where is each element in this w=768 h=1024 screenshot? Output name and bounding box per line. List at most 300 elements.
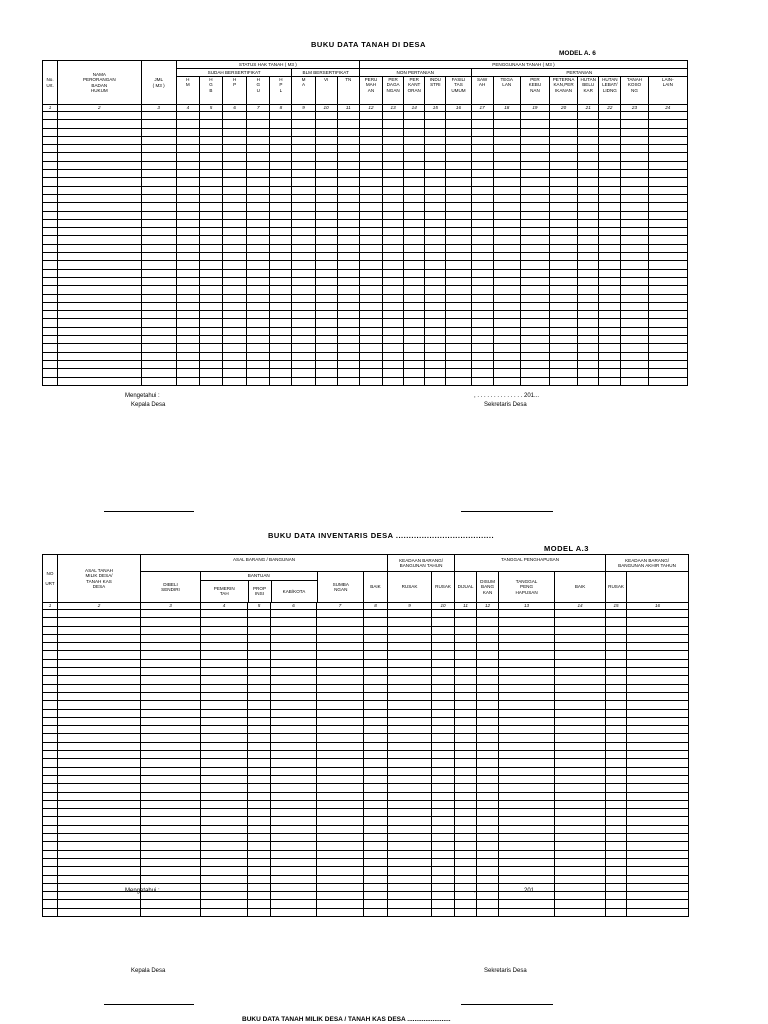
table-cell[interactable] — [43, 908, 58, 916]
table-cell[interactable] — [550, 228, 578, 236]
table-cell[interactable] — [337, 336, 359, 344]
table-cell[interactable] — [606, 775, 627, 783]
table-cell[interactable] — [388, 784, 432, 792]
table-cell[interactable] — [606, 610, 627, 618]
table-cell[interactable] — [606, 858, 627, 866]
table-cell[interactable] — [271, 775, 317, 783]
table-cell[interactable] — [292, 261, 315, 269]
table-cell[interactable] — [555, 858, 606, 866]
table-cell[interactable] — [141, 277, 176, 285]
table-cell[interactable] — [555, 875, 606, 883]
table-cell[interactable] — [317, 684, 364, 692]
table-cell[interactable] — [555, 784, 606, 792]
table-cell[interactable] — [627, 709, 689, 717]
table-cell[interactable] — [317, 668, 364, 676]
table-cell[interactable] — [578, 145, 599, 153]
table-cell[interactable] — [599, 236, 621, 244]
table-cell[interactable] — [58, 668, 141, 676]
table-cell[interactable] — [43, 659, 58, 667]
table-cell[interactable] — [43, 900, 58, 908]
table-cell[interactable] — [388, 767, 432, 775]
table-cell[interactable] — [359, 377, 382, 385]
table-cell[interactable] — [58, 302, 142, 310]
table-cell[interactable] — [404, 112, 425, 120]
table-cell[interactable] — [201, 659, 248, 667]
table-cell[interactable] — [364, 734, 388, 742]
table-cell[interactable] — [555, 717, 606, 725]
table-cell[interactable] — [550, 178, 578, 186]
table-cell[interactable] — [270, 194, 292, 202]
table-cell[interactable] — [364, 834, 388, 842]
table-cell[interactable] — [247, 228, 270, 236]
table-cell[interactable] — [201, 676, 248, 684]
table-cell[interactable] — [425, 145, 446, 153]
table-cell[interactable] — [404, 236, 425, 244]
table-cell[interactable] — [359, 153, 382, 161]
table-cell[interactable] — [364, 800, 388, 808]
table-cell[interactable] — [248, 651, 271, 659]
table-cell[interactable] — [599, 327, 621, 335]
table-cell[interactable] — [455, 784, 477, 792]
table-cell[interactable] — [550, 277, 578, 285]
table-cell[interactable] — [199, 360, 222, 368]
table-cell[interactable] — [599, 136, 621, 144]
table-cell[interactable] — [58, 626, 141, 634]
table-cell[interactable] — [499, 668, 555, 676]
table-cell[interactable] — [621, 120, 648, 128]
table-cell[interactable] — [432, 709, 455, 717]
table-cell[interactable] — [599, 112, 621, 120]
table-cell[interactable] — [550, 286, 578, 294]
table-cell[interactable] — [455, 643, 477, 651]
table-cell[interactable] — [247, 253, 270, 261]
table-cell[interactable] — [364, 634, 388, 642]
table-cell[interactable] — [455, 850, 477, 858]
table-cell[interactable] — [270, 261, 292, 269]
table-cell[interactable] — [248, 709, 271, 717]
table-cell[interactable] — [43, 742, 58, 750]
table-cell[interactable] — [455, 651, 477, 659]
table-cell[interactable] — [270, 319, 292, 327]
table-cell[interactable] — [388, 709, 432, 717]
table-cell[interactable] — [606, 751, 627, 759]
table-cell[interactable] — [248, 759, 271, 767]
table-cell[interactable] — [404, 203, 425, 211]
table-cell[interactable] — [364, 817, 388, 825]
table-cell[interactable] — [223, 336, 247, 344]
table-cell[interactable] — [292, 203, 315, 211]
table-cell[interactable] — [446, 128, 471, 136]
table-cell[interactable] — [359, 302, 382, 310]
table-cell[interactable] — [648, 286, 687, 294]
table-cell[interactable] — [58, 336, 142, 344]
table-cell[interactable] — [520, 153, 549, 161]
table-cell[interactable] — [493, 136, 520, 144]
table-cell[interactable] — [555, 800, 606, 808]
table-cell[interactable] — [388, 900, 432, 908]
table-cell[interactable] — [141, 302, 176, 310]
table-cell[interactable] — [499, 875, 555, 883]
table-cell[interactable] — [141, 834, 201, 842]
table-cell[interactable] — [550, 269, 578, 277]
table-cell[interactable] — [364, 900, 388, 908]
table-cell[interactable] — [627, 908, 689, 916]
table-cell[interactable] — [58, 692, 141, 700]
table-cell[interactable] — [578, 136, 599, 144]
table-cell[interactable] — [446, 286, 471, 294]
table-cell[interactable] — [199, 369, 222, 377]
table-cell[interactable] — [58, 228, 142, 236]
table-cell[interactable] — [201, 867, 248, 875]
table-cell[interactable] — [499, 800, 555, 808]
table-cell[interactable] — [337, 170, 359, 178]
table-cell[interactable] — [359, 228, 382, 236]
table-cell[interactable] — [455, 900, 477, 908]
table-cell[interactable] — [247, 194, 270, 202]
table-cell[interactable] — [315, 253, 337, 261]
table-cell[interactable] — [43, 294, 58, 302]
table-cell[interactable] — [337, 228, 359, 236]
table-cell[interactable] — [43, 817, 58, 825]
table-cell[interactable] — [383, 294, 404, 302]
table-cell[interactable] — [388, 759, 432, 767]
table-cell[interactable] — [223, 145, 247, 153]
table-cell[interactable] — [578, 194, 599, 202]
table-cell[interactable] — [271, 900, 317, 908]
table-cell[interactable] — [364, 775, 388, 783]
table-cell[interactable] — [315, 203, 337, 211]
table-cell[interactable] — [477, 867, 499, 875]
table-cell[interactable] — [455, 634, 477, 642]
table-cell[interactable] — [446, 161, 471, 169]
table-cell[interactable] — [359, 136, 382, 144]
table-cell[interactable] — [359, 236, 382, 244]
table-cell[interactable] — [621, 128, 648, 136]
table-cell[interactable] — [199, 136, 222, 144]
table-cell[interactable] — [477, 709, 499, 717]
table-cell[interactable] — [58, 203, 142, 211]
table-cell[interactable] — [247, 277, 270, 285]
table-cell[interactable] — [471, 178, 493, 186]
table-cell[interactable] — [141, 352, 176, 360]
table-cell[interactable] — [317, 867, 364, 875]
table-cell[interactable] — [315, 236, 337, 244]
table-cell[interactable] — [621, 369, 648, 377]
table-cell[interactable] — [383, 327, 404, 335]
table-cell[interactable] — [58, 767, 141, 775]
table-cell[interactable] — [43, 261, 58, 269]
table-cell[interactable] — [404, 145, 425, 153]
table-cell[interactable] — [199, 377, 222, 385]
table-cell[interactable] — [578, 153, 599, 161]
table-cell[interactable] — [43, 319, 58, 327]
table-cell[interactable] — [555, 842, 606, 850]
table-cell[interactable] — [337, 236, 359, 244]
table-cell[interactable] — [43, 112, 58, 120]
table-cell[interactable] — [499, 792, 555, 800]
table-cell[interactable] — [176, 211, 199, 219]
table-cell[interactable] — [446, 360, 471, 368]
table-cell[interactable] — [199, 319, 222, 327]
table-cell[interactable] — [248, 742, 271, 750]
table-cell[interactable] — [43, 792, 58, 800]
table-cell[interactable] — [199, 253, 222, 261]
table-cell[interactable] — [404, 194, 425, 202]
table-cell[interactable] — [315, 369, 337, 377]
table-cell[interactable] — [555, 767, 606, 775]
table-cell[interactable] — [201, 842, 248, 850]
table-cell[interactable] — [58, 269, 142, 277]
table-cell[interactable] — [383, 219, 404, 227]
table-cell[interactable] — [493, 319, 520, 327]
table-cell[interactable] — [43, 751, 58, 759]
table-cell[interactable] — [58, 634, 141, 642]
table-cell[interactable] — [141, 136, 176, 144]
table-cell[interactable] — [578, 203, 599, 211]
table-cell[interactable] — [270, 369, 292, 377]
table-cell[interactable] — [43, 178, 58, 186]
table-cell[interactable] — [58, 244, 142, 252]
table-cell[interactable] — [248, 684, 271, 692]
table-cell[interactable] — [337, 194, 359, 202]
table-cell[interactable] — [270, 336, 292, 344]
table-cell[interactable] — [599, 228, 621, 236]
table-cell[interactable] — [606, 692, 627, 700]
table-cell[interactable] — [248, 626, 271, 634]
table-cell[interactable] — [425, 228, 446, 236]
table-cell[interactable] — [455, 717, 477, 725]
table-cell[interactable] — [199, 145, 222, 153]
table-cell[interactable] — [455, 726, 477, 734]
table-cell[interactable] — [606, 618, 627, 626]
table-cell[interactable] — [270, 244, 292, 252]
table-cell[interactable] — [383, 311, 404, 319]
table-cell[interactable] — [606, 717, 627, 725]
table-cell[interactable] — [499, 692, 555, 700]
table-cell[interactable] — [621, 203, 648, 211]
table-cell[interactable] — [58, 360, 142, 368]
table-cell[interactable] — [648, 327, 687, 335]
table-cell[interactable] — [176, 319, 199, 327]
table-cell[interactable] — [364, 668, 388, 676]
table-cell[interactable] — [176, 344, 199, 352]
table-cell[interactable] — [388, 850, 432, 858]
table-cell[interactable] — [315, 352, 337, 360]
table-cell[interactable] — [337, 352, 359, 360]
table-cell[interactable] — [550, 253, 578, 261]
table-cell[interactable] — [58, 236, 142, 244]
table-cell[interactable] — [359, 286, 382, 294]
table-cell[interactable] — [317, 759, 364, 767]
table-cell[interactable] — [388, 842, 432, 850]
table-cell[interactable] — [199, 128, 222, 136]
table-cell[interactable] — [493, 186, 520, 194]
table-cell[interactable] — [43, 327, 58, 335]
table-cell[interactable] — [404, 377, 425, 385]
table-cell[interactable] — [404, 186, 425, 194]
table-cell[interactable] — [383, 360, 404, 368]
table-cell[interactable] — [292, 336, 315, 344]
table-cell[interactable] — [606, 809, 627, 817]
table-cell[interactable] — [43, 692, 58, 700]
table-cell[interactable] — [58, 219, 142, 227]
table-cell[interactable] — [58, 726, 141, 734]
table-cell[interactable] — [455, 775, 477, 783]
table-cell[interactable] — [578, 319, 599, 327]
table-cell[interactable] — [555, 742, 606, 750]
table-cell[interactable] — [141, 643, 201, 651]
table-cell[interactable] — [58, 858, 141, 866]
table-cell[interactable] — [43, 377, 58, 385]
table-cell[interactable] — [223, 203, 247, 211]
table-cell[interactable] — [599, 377, 621, 385]
table-cell[interactable] — [550, 170, 578, 178]
table-cell[interactable] — [317, 634, 364, 642]
table-cell[interactable] — [337, 360, 359, 368]
table-cell[interactable] — [621, 186, 648, 194]
table-cell[interactable] — [383, 203, 404, 211]
table-cell[interactable] — [270, 112, 292, 120]
table-cell[interactable] — [271, 883, 317, 891]
table-cell[interactable] — [364, 742, 388, 750]
table-cell[interactable] — [337, 319, 359, 327]
table-cell[interactable] — [648, 253, 687, 261]
table-cell[interactable] — [404, 336, 425, 344]
table-cell[interactable] — [621, 269, 648, 277]
table-cell[interactable] — [578, 294, 599, 302]
table-cell[interactable] — [199, 277, 222, 285]
table-cell[interactable] — [477, 651, 499, 659]
table-cell[interactable] — [493, 269, 520, 277]
table-cell[interactable] — [621, 352, 648, 360]
table-cell[interactable] — [247, 161, 270, 169]
table-cell[interactable] — [248, 692, 271, 700]
table-cell[interactable] — [477, 809, 499, 817]
table-cell[interactable] — [627, 809, 689, 817]
table-cell[interactable] — [388, 684, 432, 692]
table-cell[interactable] — [199, 302, 222, 310]
table-cell[interactable] — [223, 178, 247, 186]
table-cell[interactable] — [555, 867, 606, 875]
table-cell[interactable] — [388, 834, 432, 842]
table-cell[interactable] — [493, 120, 520, 128]
table-cell[interactable] — [176, 228, 199, 236]
table-cell[interactable] — [201, 792, 248, 800]
table-cell[interactable] — [315, 128, 337, 136]
table-cell[interactable] — [606, 842, 627, 850]
table-cell[interactable] — [271, 726, 317, 734]
table-cell[interactable] — [555, 850, 606, 858]
table-cell[interactable] — [477, 875, 499, 883]
table-cell[interactable] — [141, 734, 201, 742]
table-cell[interactable] — [43, 643, 58, 651]
table-cell[interactable] — [58, 128, 142, 136]
table-cell[interactable] — [247, 136, 270, 144]
table-cell[interactable] — [43, 651, 58, 659]
table-cell[interactable] — [292, 153, 315, 161]
table-cell[interactable] — [201, 684, 248, 692]
table-cell[interactable] — [176, 360, 199, 368]
table-cell[interactable] — [364, 842, 388, 850]
table-cell[interactable] — [199, 286, 222, 294]
table-cell[interactable] — [648, 302, 687, 310]
table-cell[interactable] — [359, 161, 382, 169]
table-cell[interactable] — [471, 112, 493, 120]
table-cell[interactable] — [248, 900, 271, 908]
table-cell[interactable] — [337, 136, 359, 144]
table-cell[interactable] — [606, 701, 627, 709]
table-cell[interactable] — [141, 684, 201, 692]
table-cell[interactable] — [201, 817, 248, 825]
table-cell[interactable] — [271, 676, 317, 684]
table-cell[interactable] — [477, 742, 499, 750]
table-cell[interactable] — [648, 120, 687, 128]
table-cell[interactable] — [317, 908, 364, 916]
table-cell[interactable] — [317, 817, 364, 825]
table-cell[interactable] — [471, 319, 493, 327]
table-cell[interactable] — [223, 194, 247, 202]
table-cell[interactable] — [58, 153, 142, 161]
table-cell[interactable] — [493, 112, 520, 120]
table-cell[interactable] — [493, 302, 520, 310]
table-cell[interactable] — [223, 153, 247, 161]
table-cell[interactable] — [425, 253, 446, 261]
table-cell[interactable] — [432, 742, 455, 750]
table-cell[interactable] — [317, 892, 364, 900]
table-cell[interactable] — [43, 186, 58, 194]
table-cell[interactable] — [43, 344, 58, 352]
table-cell[interactable] — [383, 261, 404, 269]
table-cell[interactable] — [383, 344, 404, 352]
table-cell[interactable] — [499, 809, 555, 817]
table-cell[interactable] — [292, 112, 315, 120]
table-cell[interactable] — [599, 344, 621, 352]
table-cell[interactable] — [364, 867, 388, 875]
table-cell[interactable] — [364, 676, 388, 684]
table-cell[interactable] — [446, 228, 471, 236]
table-cell[interactable] — [432, 701, 455, 709]
table-cell[interactable] — [58, 211, 142, 219]
table-cell[interactable] — [578, 327, 599, 335]
table-cell[interactable] — [425, 261, 446, 269]
table-cell[interactable] — [493, 170, 520, 178]
table-cell[interactable] — [493, 161, 520, 169]
table-cell[interactable] — [176, 244, 199, 252]
table-cell[interactable] — [550, 112, 578, 120]
table-cell[interactable] — [404, 253, 425, 261]
table-cell[interactable] — [493, 219, 520, 227]
table-cell[interactable] — [493, 211, 520, 219]
table-cell[interactable] — [247, 360, 270, 368]
table-cell[interactable] — [455, 767, 477, 775]
table-cell[interactable] — [364, 892, 388, 900]
table-cell[interactable] — [471, 203, 493, 211]
table-cell[interactable] — [43, 311, 58, 319]
table-cell[interactable] — [446, 178, 471, 186]
table-cell[interactable] — [337, 244, 359, 252]
table-cell[interactable] — [141, 327, 176, 335]
table-cell[interactable] — [477, 610, 499, 618]
table-cell[interactable] — [404, 244, 425, 252]
table-cell[interactable] — [317, 751, 364, 759]
table-cell[interactable] — [477, 858, 499, 866]
table-cell[interactable] — [58, 286, 142, 294]
table-cell[interactable] — [425, 327, 446, 335]
table-cell[interactable] — [471, 360, 493, 368]
table-cell[interactable] — [176, 161, 199, 169]
table-cell[interactable] — [627, 659, 689, 667]
table-cell[interactable] — [432, 908, 455, 916]
